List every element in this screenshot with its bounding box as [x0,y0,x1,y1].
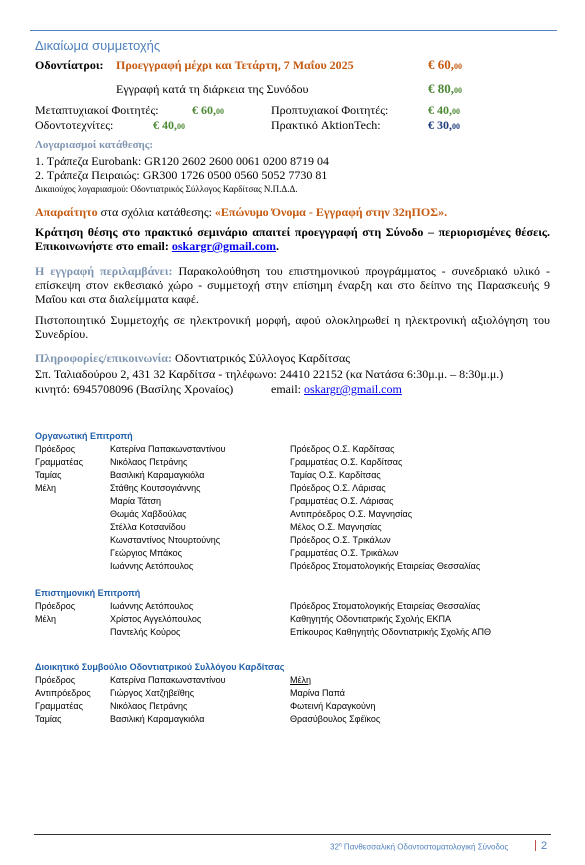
committee-row [35,444,555,457]
account-line-2: 2. Τράπεζα Πειραιώς: GR300 1726 0500 0560 5052 7730 81 [35,168,328,182]
footer-rule [34,834,551,835]
committee-row [35,675,555,688]
person-name: Νικόλαος Πετράνης [110,701,188,711]
committee-row [35,688,555,701]
account-line-1: 1. Τράπεζα Eurobank: GR120 2602 2600 0061 0200 8719 04 [35,154,329,168]
participation-heading: Δικαίωμα συμμετοχής [35,38,161,53]
person-name: Βασιλική Καραμαγκιόλα [110,714,205,724]
footer-conference-name: $32^\eta$ Πανθεσσαλική Οδοντοστοματολογική Σύνοδος [330,842,509,852]
position: Επίκουρος Καθηγητής Οδοντιατρικής Σχολής ΑΠΘ [290,627,492,637]
role: Πρόεδρος [35,444,76,454]
footer-separator [535,840,536,851]
person-name: Βασιλική Καραμαγκιόλα [110,470,205,480]
role: Ταμίας [35,470,62,480]
person-name: Παντελής Κούρος [110,627,181,637]
person-name: Γεώργιος Μπάκος [110,548,182,558]
registration-includes: Η εγγραφή περιλαμβάνει: Παρακολούθηση του επιστημονικού προγράμματος - συνεδριακό υλικό - επίσκεψη στον εκθεσιακό χώρο - συμμετοχή στην επίσημη έναρξη και στο δείπνο της Παρασκευής 9 Μαΐου και στα διαλείμματα καφέ. [35,264,550,306]
person-name: Γιώργος Χατζηβεϊθης [110,688,195,698]
role: Μέλη [35,483,57,493]
committee-row [35,701,555,714]
position: Πρόεδρος Στοματολογικής Εταιρείας Θεσσαλίας [290,561,481,571]
scientific-committee-title: Επιστημονική Επιτροπή [35,588,141,598]
role: Γραμματέας [35,701,83,711]
person-name: Ιωάννης Αετόπουλος [110,561,194,571]
page-number: 2 [541,840,548,852]
committee-row [35,457,555,470]
person-name: Ιωάννης Αετόπουλος [110,601,194,611]
position: Αντιπρόεδρος Ο.Σ. Μαγνησίας [290,509,413,519]
contact-email-link[interactable]: oskargr@gmail.com [304,382,402,396]
required-comment: Απαραίτητο στα σχόλια κατάθεσης: «Επώνυμο Όνομα - Εγγραφή στην 32ηΠΟΣ». [35,205,448,219]
early-registration-text: Προεγγραφή μέχρι και Τετάρτη, 7 Μαΐου 2025 [116,58,354,72]
contact-mobile: κινητό: 6945708096 (Βασίλης Χρονaίος) [35,382,234,396]
position: Θρασύβουλος Σφέϊκος [290,714,381,724]
reservation-email-link[interactable]: oskargr@gmail.com [171,239,277,253]
position: Καθηγητής Οδοντιατρικής Σχολής ΕΚΠΑ [290,614,452,624]
position: Μαρίνα Παπά [290,688,346,698]
contact-email: email: oskargr@gmail.com [271,382,402,396]
top-rule [30,30,557,31]
committee-row [35,561,555,574]
person-name: Στάθης Κουτσογιάννης [110,483,201,493]
late-registration-price: € 80,00 [428,81,462,96]
role: Γραμματέας [35,457,83,467]
undergrad-label: Προπτυχιακοί Φοιτητές: [271,103,389,117]
role: Ταμίας [35,714,62,724]
person-name: Κατερίνα Παπακωνσταντίνου [110,444,226,454]
role: Πρόεδρος [35,601,76,611]
position: Πρόεδρος Ο.Σ. Λάρισας [290,483,386,493]
committee-row [35,714,555,727]
role: Αντιπρόεδρος [35,688,91,698]
person-name: Θωμάς Χαβδούλας [110,509,187,519]
person-name: Χρίστος Αγγελόπουλος [110,614,202,624]
aktiontech-price: € 30,00 [428,118,460,132]
aktiontech-label: Πρακτικό AktionTech: [271,118,381,132]
technicians-label: Οδοντοτεχνίτες: [35,118,114,132]
person-name: Νικόλαος Πετράνης [110,457,188,467]
person-name: Κωνσταντίνος Ντουρτούνης [110,535,221,545]
role: Πρόεδρος [35,675,76,685]
committee-row [35,509,555,522]
position: Γραμματέας Ο.Σ. Τρικάλων [290,548,399,558]
role: Μέλη [35,614,57,624]
position: Μέλος Ο.Σ. Μαγνησίας [290,522,382,532]
committee-row [35,614,555,627]
board-title: Διοικητικό Συμβούλιο Οδοντιατρικού Συλλόγου Καρδίτσας [35,662,285,672]
postgrad-label: Μεταπτυχιακοί Φοιτητές: [35,103,159,117]
accounts-heading: Λογαριασμοί κατάθεσης: [35,139,154,151]
certificate-note: Πιστοποιητικό Συμμετοχής σε ηλεκτρονική μορφή, αφού ολοκληρωθεί η ηλεκτρονική αξιολόγηση του Συνεδρίου. [35,313,550,341]
late-registration-text: Εγγραφή κατά τη διάρκεια της Συνόδου [116,82,309,96]
technicians-price: € 40,00 [153,118,185,132]
committee-row [35,601,555,614]
contact-address: Σπ. Ταλιαδούρου 2, 431 32 Καρδίτσα - τηλέφωνο: 24410 22152 (κα Νατάσα 6:30μ.μ. – 8:30μ.μ.) [35,367,504,381]
reservation-note: Κράτηση θέσης στο πρακτικό σεμινάριο απαιτεί προεγγραφή στη Σύνοδο – περιορισμένες θέσεις. Επικοινωνήστε στο email: oskargr@gmail.com. [35,225,550,253]
position: Γραμματέας Ο.Σ. Καρδίτσας [290,457,403,467]
position: Πρόεδρος Ο.Σ. Καρδίτσας [290,444,395,454]
position: Φωτεινή Καραγκούνη [290,701,376,711]
person-name: Στέλλα Κοτσανίδου [110,522,186,532]
position: Μέλη [290,675,312,685]
postgrad-price: € 60,00 [192,103,224,117]
committee-row [35,522,555,535]
account-holder: Δικαιούχος λογαριασμού: Οδοντιατρικός Σύλλογος Καρδίτσας Ν.Π.Δ.Δ. [35,184,298,194]
early-registration-price: € 60,00 [428,57,462,72]
undergrad-price: € 40,00 [428,103,460,117]
person-name: Μαρία Τάτση [110,496,162,506]
organizing-committee-title: Οργανωτική Επιτροπή [35,431,133,441]
position: Γραμματέας Ο.Σ. Λάρισας [290,496,394,506]
position: Πρόεδρος Στοματολογικής Εταιρείας Θεσσαλίας [290,601,481,611]
dentists-label: Οδοντίατροι: [35,58,104,72]
committee-row [35,548,555,561]
committee-row [35,627,555,640]
position: Ταμίας Ο.Σ. Καρδίτσας [290,470,381,480]
contact-line: Πληροφορίες/επικοινωνία: Οδοντιατρικός Σύλλογος Καρδίτσας [35,351,350,365]
position: Πρόεδρος Ο.Σ. Τρικάλων [290,535,391,545]
committee-row [35,496,555,509]
committee-row [35,470,555,483]
committee-row [35,483,555,496]
committee-row [35,535,555,548]
person-name: Κατερίνα Παπακωνσταντίνου [110,675,226,685]
